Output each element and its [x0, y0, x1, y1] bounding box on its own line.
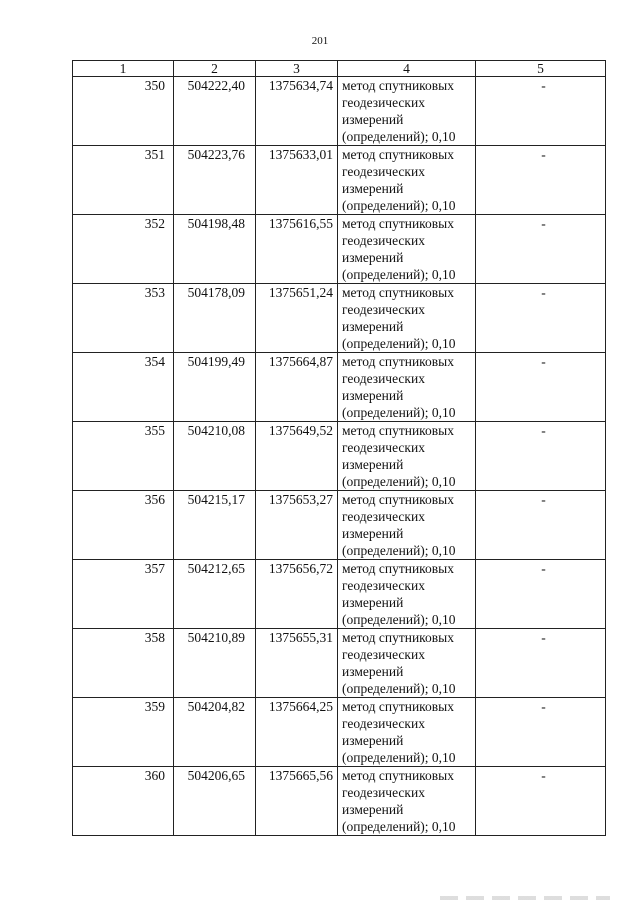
method-line: геодезических	[342, 578, 425, 593]
table-row	[73, 353, 606, 422]
method-line: измерений	[342, 526, 404, 541]
table-row	[73, 629, 606, 698]
note-cell: -	[476, 698, 606, 767]
method-line: геодезических	[342, 785, 425, 800]
method-line: метод спутниковых	[342, 147, 454, 162]
method-line: (определений); 0,10	[342, 129, 456, 144]
point-number: 354	[73, 353, 174, 422]
point-number: 355	[73, 422, 174, 491]
method-line: измерений	[342, 595, 404, 610]
method-description	[338, 491, 476, 560]
coordinate-x: 504206,65	[174, 767, 256, 836]
coordinate-y: 1375633,01	[256, 146, 338, 215]
method-line: измерений	[342, 250, 404, 265]
table-row	[73, 698, 606, 767]
note-cell: -	[476, 629, 606, 698]
method-line: метод спутниковых	[342, 630, 454, 645]
method-line: измерений	[342, 319, 404, 334]
point-number: 359	[73, 698, 174, 767]
point-number: 352	[73, 215, 174, 284]
method-description	[338, 146, 476, 215]
table-row	[73, 284, 606, 353]
method-description	[338, 353, 476, 422]
method-line: метод спутниковых	[342, 768, 454, 783]
point-number: 358	[73, 629, 174, 698]
footer-stamp-mark	[440, 896, 610, 900]
header-row	[73, 61, 606, 77]
method-description	[338, 698, 476, 767]
point-number: 360	[73, 767, 174, 836]
header-col-2: 2	[174, 61, 256, 77]
point-number: 351	[73, 146, 174, 215]
method-line: метод спутниковых	[342, 216, 454, 231]
method-line: измерений	[342, 733, 404, 748]
header-col-5: 5	[476, 61, 606, 77]
note-cell: -	[476, 215, 606, 284]
method-line: метод спутниковых	[342, 78, 454, 93]
coordinate-y: 1375616,55	[256, 215, 338, 284]
method-line: (определений); 0,10	[342, 819, 456, 834]
method-description	[338, 284, 476, 353]
method-line: измерений	[342, 181, 404, 196]
method-description	[338, 629, 476, 698]
coordinate-x: 504204,82	[174, 698, 256, 767]
method-line: (определений); 0,10	[342, 681, 456, 696]
method-line: метод спутниковых	[342, 423, 454, 438]
table-row	[73, 77, 606, 146]
method-line: (определений); 0,10	[342, 750, 456, 765]
coordinate-y: 1375664,25	[256, 698, 338, 767]
method-line: геодезических	[342, 95, 425, 110]
point-number: 356	[73, 491, 174, 560]
method-line: измерений	[342, 112, 404, 127]
method-line: (определений); 0,10	[342, 405, 456, 420]
method-description	[338, 77, 476, 146]
note-cell: -	[476, 284, 606, 353]
coordinate-y: 1375634,74	[256, 77, 338, 146]
header-col-4: 4	[338, 61, 476, 77]
method-line: метод спутниковых	[342, 699, 454, 714]
coordinate-y: 1375665,56	[256, 767, 338, 836]
coordinate-y: 1375649,52	[256, 422, 338, 491]
table-row	[73, 560, 606, 629]
coordinate-x: 504198,48	[174, 215, 256, 284]
page-number: 201	[311, 35, 329, 47]
table-body	[73, 77, 606, 836]
note-cell: -	[476, 767, 606, 836]
coordinate-x: 504199,49	[174, 353, 256, 422]
note-cell: -	[476, 77, 606, 146]
header-col-3: 3	[256, 61, 338, 77]
method-line: метод спутниковых	[342, 492, 454, 507]
header-col-1: 1	[73, 61, 174, 77]
method-line: геодезических	[342, 509, 425, 524]
method-description	[338, 560, 476, 629]
note-cell: -	[476, 146, 606, 215]
method-line: геодезических	[342, 440, 425, 455]
method-line: измерений	[342, 802, 404, 817]
method-description	[338, 422, 476, 491]
method-line: геодезических	[342, 371, 425, 386]
table-row	[73, 767, 606, 836]
coordinates-table	[72, 60, 606, 836]
point-number: 353	[73, 284, 174, 353]
method-line: геодезических	[342, 164, 425, 179]
method-line: (определений); 0,10	[342, 336, 456, 351]
coordinate-y: 1375655,31	[256, 629, 338, 698]
coordinate-x: 504212,65	[174, 560, 256, 629]
note-cell: -	[476, 353, 606, 422]
method-line: измерений	[342, 388, 404, 403]
method-line: метод спутниковых	[342, 285, 454, 300]
coordinate-x: 504210,08	[174, 422, 256, 491]
method-line: (определений); 0,10	[342, 612, 456, 627]
table-row	[73, 491, 606, 560]
point-number: 357	[73, 560, 174, 629]
coordinate-y: 1375664,87	[256, 353, 338, 422]
method-description	[338, 767, 476, 836]
coordinate-x: 504210,89	[174, 629, 256, 698]
note-cell: -	[476, 560, 606, 629]
method-line: (определений); 0,10	[342, 543, 456, 558]
table-row	[73, 146, 606, 215]
coordinate-x: 504178,09	[174, 284, 256, 353]
note-cell: -	[476, 491, 606, 560]
method-line: геодезических	[342, 302, 425, 317]
table-row	[73, 422, 606, 491]
method-line: геодезических	[342, 716, 425, 731]
method-line: (определений); 0,10	[342, 267, 456, 282]
coordinate-x: 504215,17	[174, 491, 256, 560]
method-description	[338, 215, 476, 284]
point-number: 350	[73, 77, 174, 146]
method-line: измерений	[342, 664, 404, 679]
method-line: геодезических	[342, 233, 425, 248]
coordinate-y: 1375651,24	[256, 284, 338, 353]
method-line: (определений); 0,10	[342, 474, 456, 489]
method-line: (определений); 0,10	[342, 198, 456, 213]
method-line: метод спутниковых	[342, 354, 454, 369]
coordinate-x: 504222,40	[174, 77, 256, 146]
method-line: метод спутниковых	[342, 561, 454, 576]
method-line: измерений	[342, 457, 404, 472]
table-row	[73, 215, 606, 284]
coordinate-y: 1375656,72	[256, 560, 338, 629]
coordinate-x: 504223,76	[174, 146, 256, 215]
coordinate-y: 1375653,27	[256, 491, 338, 560]
note-cell: -	[476, 422, 606, 491]
method-line: геодезических	[342, 647, 425, 662]
